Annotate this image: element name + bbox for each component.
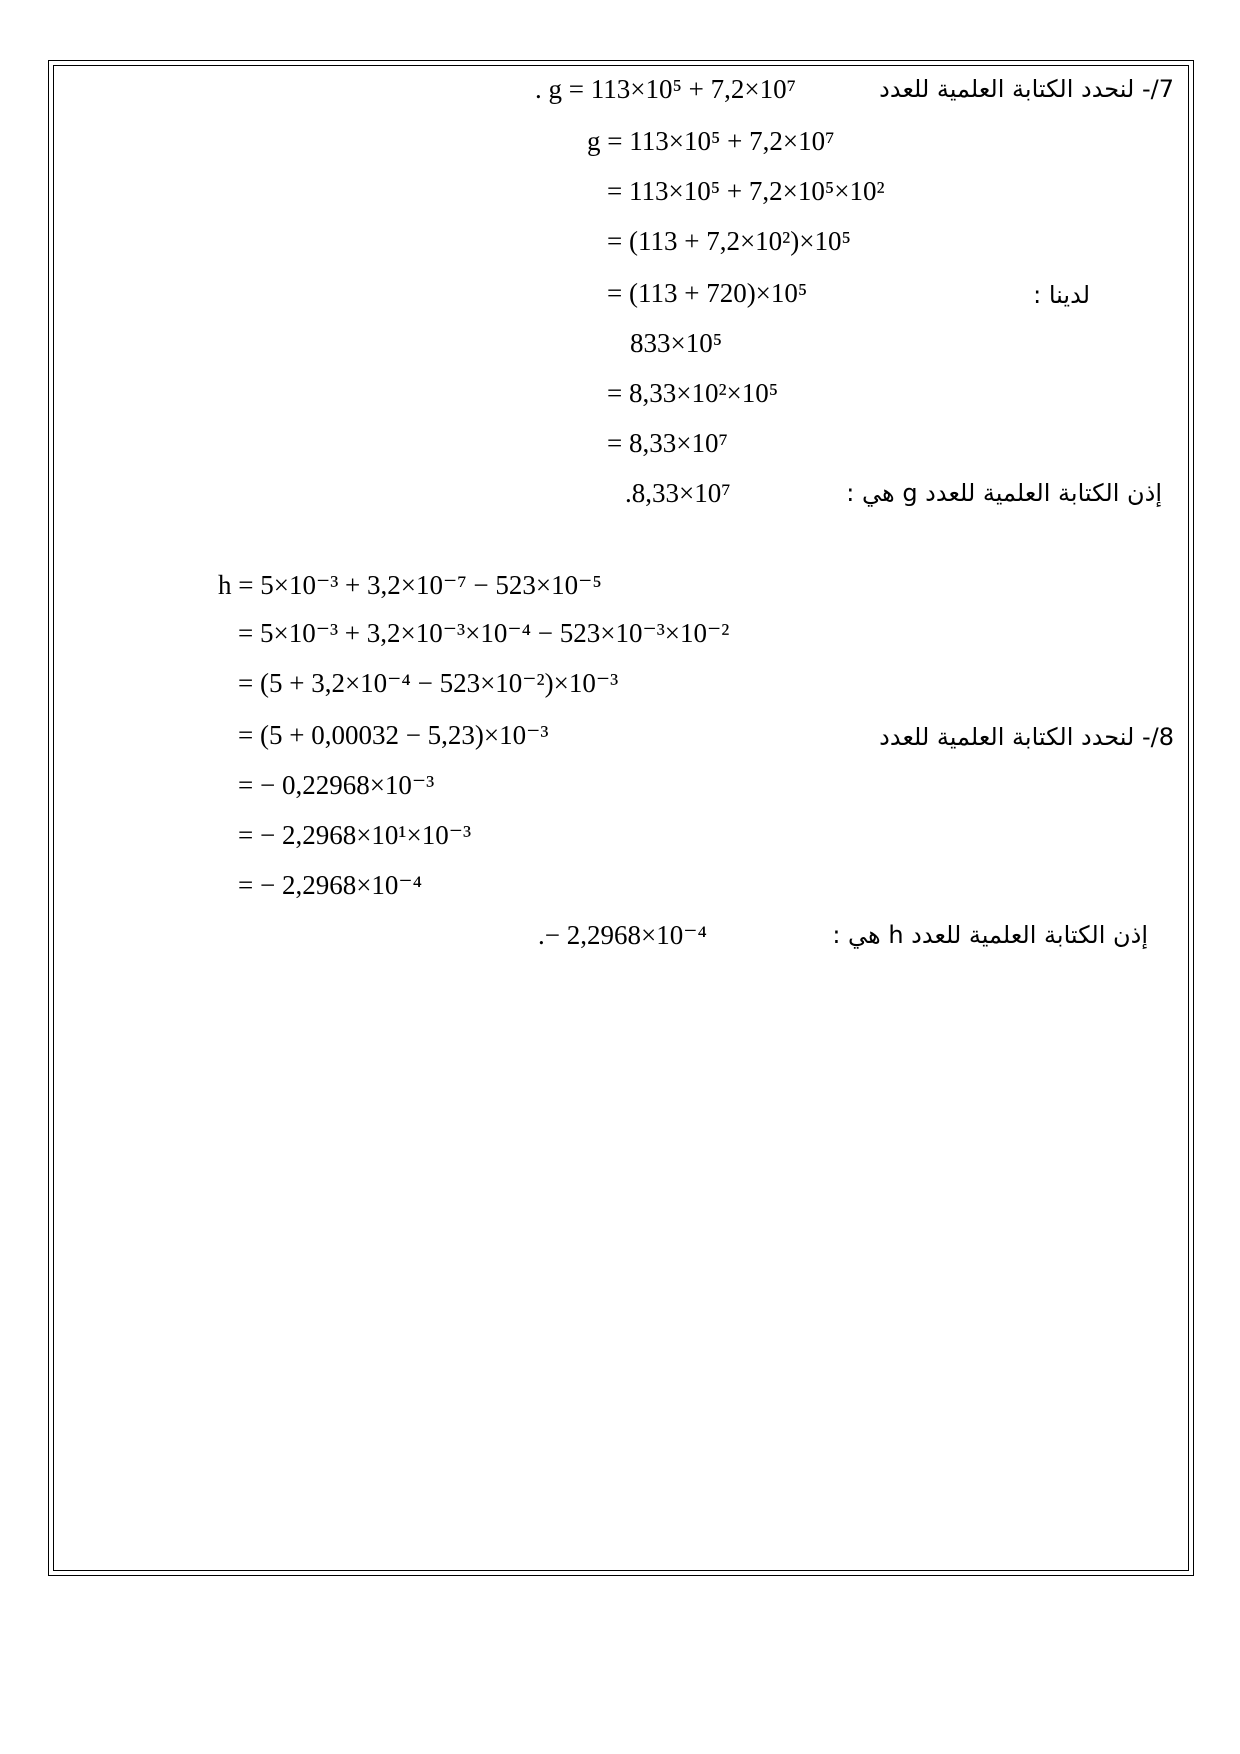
q8-step-2: = 5×10⁻³ + 3,2×10⁻³×10⁻⁴ − 523×10⁻³×10⁻² <box>238 618 730 648</box>
q7-heading-text: 7/- لنحدد الكتابة العلمية للعدد <box>879 75 1174 103</box>
q7-conclusion: إذن الكتابة العلمية للعدد g هي : <box>846 479 1162 507</box>
q8-step-1: h = 5×10⁻³ + 3,2×10⁻⁷ − 523×10⁻⁵ <box>218 570 602 600</box>
q7-ladayna-label: لدينا : <box>1033 281 1090 309</box>
q7-step-1: g = 113×10⁵ + 7,2×10⁷ <box>587 126 835 156</box>
q8-conclusion: إذن الكتابة العلمية للعدد h هي : <box>832 921 1148 949</box>
q7-step-3: = (113 + 7,2×10²)×10⁵ <box>607 226 851 256</box>
q7-heading <box>879 72 1174 106</box>
q7-step-5: 833×10⁵ <box>630 328 723 358</box>
q7-step-2: = 113×10⁵ + 7,2×10⁵×10² <box>607 176 885 206</box>
q8-conclusion-value: .− 2,2968×10⁻⁴ <box>538 920 707 950</box>
q7-conclusion-value: .8,33×10⁷ <box>625 478 731 508</box>
q7-step-6: = 8,33×10²×10⁵ <box>607 378 779 408</box>
q7-step-4: = (113 + 720)×10⁵ <box>607 278 808 308</box>
q8-heading: 8/- لنحدد الكتابة العلمية للعدد <box>879 723 1174 751</box>
q8-step-3: = (5 + 3,2×10⁻⁴ − 523×10⁻²)×10⁻³ <box>238 668 619 698</box>
q8-step-5: = − 0,22968×10⁻³ <box>238 770 435 800</box>
q8-step-4: = (5 + 0,00032 − 5,23)×10⁻³ <box>238 720 549 750</box>
q8-step-6: = − 2,2968×10¹×10⁻³ <box>238 820 472 850</box>
q7-step-7: = 8,33×10⁷ <box>607 428 728 458</box>
q7-heading-expr-text: . g = 113×10⁵ + 7,2×10⁷ <box>535 74 796 104</box>
q8-step-7: = − 2,2968×10⁻⁴ <box>238 870 423 900</box>
q7-heading-expr <box>535 72 796 106</box>
